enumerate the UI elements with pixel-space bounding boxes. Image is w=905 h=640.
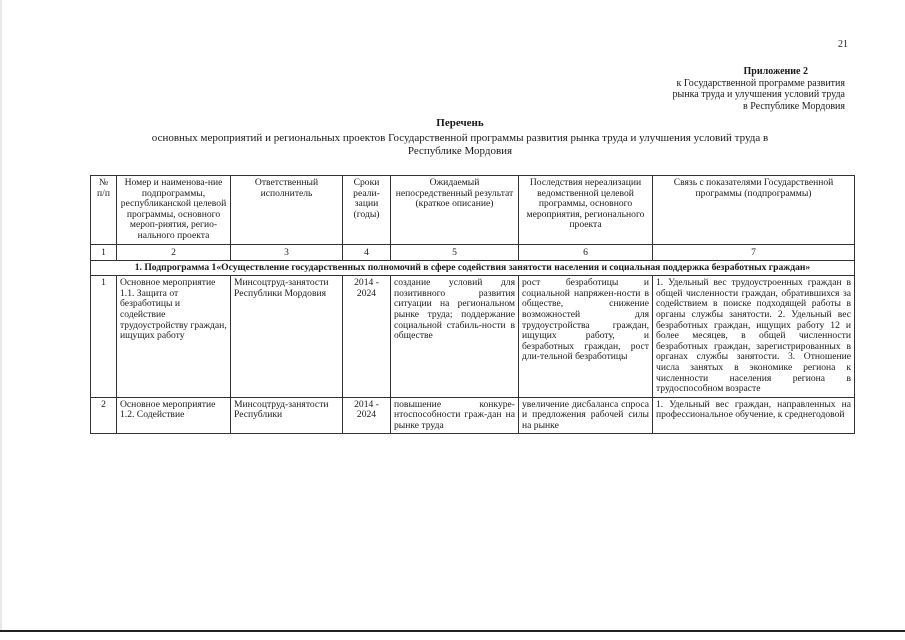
header-cell: № п/п (91, 176, 117, 245)
appendix-line: рынка труда и улучшения условий труда (672, 89, 845, 100)
subprogram-row (91, 260, 855, 276)
appendix-heading: Приложение 2 (743, 66, 808, 77)
column-number-row (91, 244, 855, 260)
header-cell: Ответственный исполнитель (231, 176, 343, 245)
document-title (90, 117, 830, 158)
column-number: 1 (91, 244, 117, 260)
measure-name: Основное мероприятие 1.2. Содействие (117, 397, 231, 434)
column-number: 2 (117, 244, 231, 260)
consequences: рост безработицы и социальной напряжен-ности в обществе, снижение возможностей для трудоустройства граждан, ищущих работу, и безработных граждан, рост дли-тельной безработицы (519, 276, 653, 398)
header-cell: Номер и наименова-ние подпрограммы, республиканской целевой программы, основного мероп-риятия, регио-нального проекта (117, 176, 231, 245)
appendix-line: в Республике Мордовия (743, 100, 845, 112)
expected-result: повышение конкуре-нтоспособности граж-дан на рынке труда (391, 397, 519, 434)
appendix-block (673, 66, 845, 112)
executor: Минсоцтруд-занятости Республики (231, 397, 343, 434)
row-number: 1 (91, 276, 117, 398)
executor: Минсоцтруд-занятости Республики Мордовия (231, 276, 343, 398)
table-row (91, 276, 855, 398)
header-cell: Последствия нереализации ведомственной целевой программы, основного мероприятия, регионального проекта (519, 176, 653, 245)
years: 2014 - 2024 (343, 397, 391, 434)
column-number: 3 (231, 244, 343, 260)
title-heading: Перечень (436, 117, 484, 129)
table-row (91, 397, 855, 434)
expected-result: создание условий для позитивного развития ситуации на региональном рынке труда; поддержание социальной стабиль-ности в обществе (391, 276, 519, 398)
column-number: 5 (391, 244, 519, 260)
header-cell: Связь с показателями Государственной программы (подпрограммы) (653, 176, 855, 245)
indicators: 1. Удельный вес граждан, направленных на профессиональное обучение, к среднегодовой (653, 397, 855, 434)
appendix-line: к Государственной программе развития (676, 77, 845, 89)
measure-name: Основное мероприятие 1.1. Защита от безработицы и содействие трудоустройству граждан, ищущих работу (117, 276, 231, 398)
page-bottom-border (0, 630, 905, 632)
years: 2014 - 2024 (343, 276, 391, 398)
header-cell: Сроки реали-зации (годы) (343, 176, 391, 245)
column-number: 4 (343, 244, 391, 260)
measures-table (90, 175, 855, 434)
title-line: основных мероприятий и региональных проектов Государственной программы развития рынка труда и улучшения условий труда в (151, 132, 769, 144)
page-number: 21 (838, 39, 848, 50)
column-number: 6 (519, 244, 653, 260)
column-number: 7 (653, 244, 855, 260)
subprogram-title: 1. Подпрограмма 1«Осуществление государственных полномочий в сфере содействия занятости населения и социальная поддержка безработных граждан» (91, 260, 855, 276)
title-line: Республике Мордовия (407, 145, 513, 157)
table-header-row (91, 176, 855, 245)
scan-edge (0, 0, 2, 632)
indicators: 1. Удельный вес трудоустроенных граждан в общей численности граждан, обратившихся за содействием в поиске подходящей работы в органы службы занятости. 2. Удельный вес безработных граждан, ищущих работу 12 и более месяцев, в общей численности безработных граждан, зарегистрированных в органах службы занятости. 3. Отношение числа занятых в экономике региона к численности населения региона в трудоспособном возрасте (653, 276, 855, 398)
row-number: 2 (91, 397, 117, 434)
header-cell: Ожидаемый непосредственный результат (краткое описание) (391, 176, 519, 245)
consequences: увеличение дисбаланса спроса и предложения рабочей силы на рынке (519, 397, 653, 434)
